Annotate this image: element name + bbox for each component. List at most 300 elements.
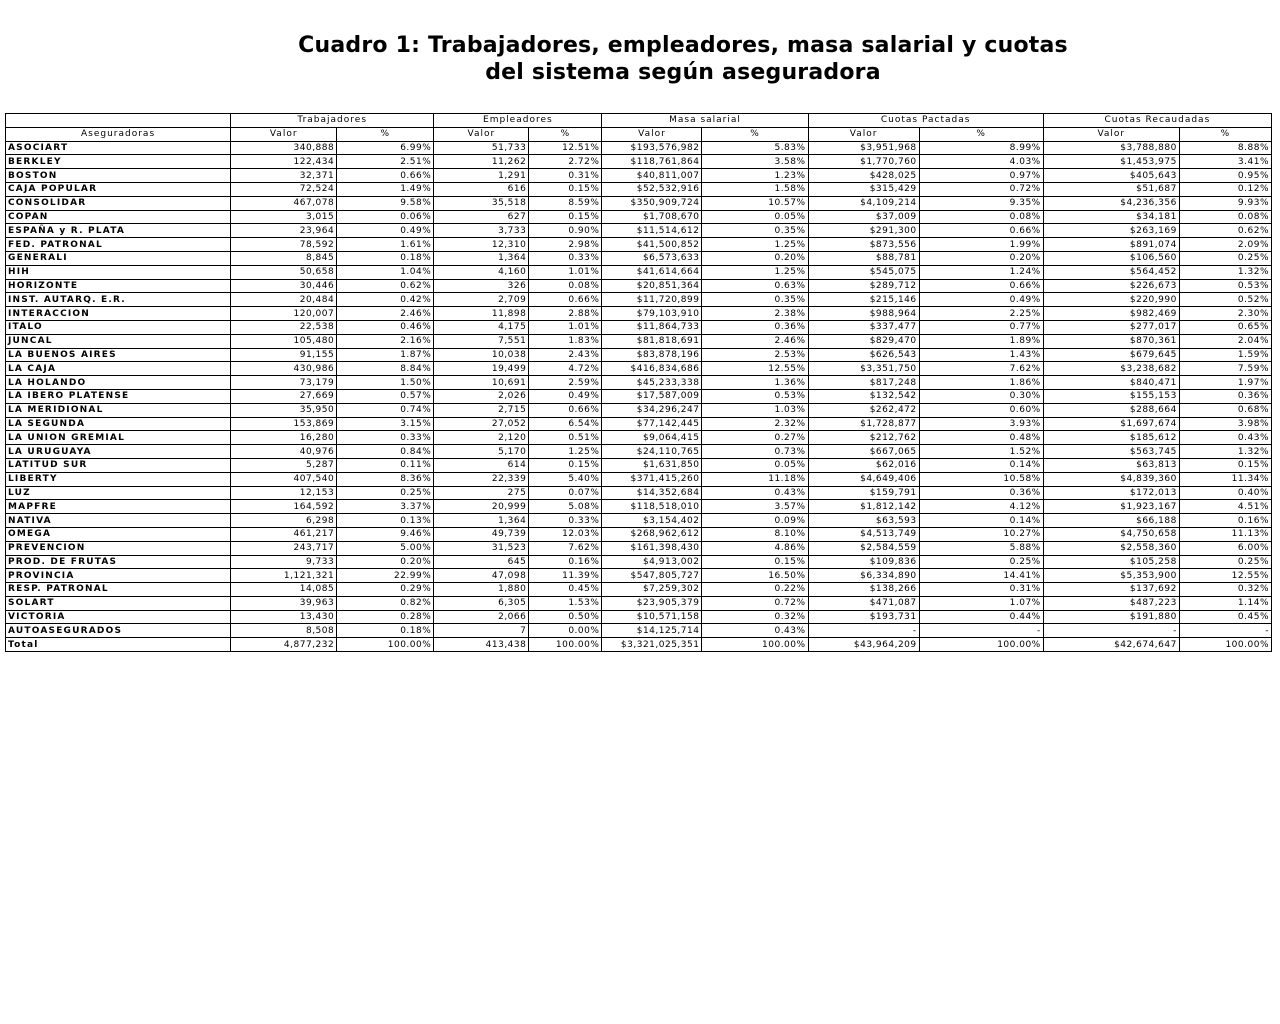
value-cell: 3,733 [434,224,529,238]
value-cell: 40,976 [231,445,337,459]
pct-cell: 1.23% [702,169,808,183]
value-cell: $350,909,724 [602,196,702,210]
pct-cell: 0.72% [702,596,808,610]
pct-cell: 0.30% [919,389,1043,403]
pct-cell: 2.59% [529,376,602,390]
aseguradora-name: ITALO [6,320,231,334]
value-cell: $3,154,402 [602,514,702,528]
value-cell: $1,923,167 [1043,500,1179,514]
pct-cell: 100.00% [919,638,1043,652]
pct-cell: 4.51% [1179,500,1271,514]
pct-cell: 0.50% [529,610,602,624]
value-cell: $193,576,982 [602,141,702,155]
pct-cell: 8.10% [702,527,808,541]
value-cell: $416,834,686 [602,362,702,376]
value-cell: $3,351,750 [808,362,919,376]
pct-cell: 1.01% [529,265,602,279]
value-cell: 31,523 [434,541,529,555]
aseguradora-name: BERKLEY [6,155,231,169]
value-cell: 645 [434,555,529,569]
pct-cell: 2.98% [529,238,602,252]
pct-cell: 0.14% [919,458,1043,472]
pct-cell: 0.11% [337,458,434,472]
pct-cell: 22.99% [337,569,434,583]
pct-cell: 0.07% [529,486,602,500]
pct-cell: 8.88% [1179,141,1271,155]
value-cell: $891,074 [1043,238,1179,252]
value-cell: 20,484 [231,293,337,307]
value-cell: $4,750,658 [1043,527,1179,541]
value-cell: 105,480 [231,334,337,348]
pct-cell: 5.00% [337,541,434,555]
pct-cell: 16.50% [702,569,808,583]
pct-cell: 0.15% [1179,458,1271,472]
value-cell: $41,614,664 [602,265,702,279]
value-cell: $88,781 [808,251,919,265]
value-cell: 6,305 [434,596,529,610]
value-cell: 35,950 [231,403,337,417]
value-cell: $161,398,430 [602,541,702,555]
value-cell: $79,103,910 [602,307,702,321]
pct-cell: 0.31% [529,169,602,183]
value-cell: $132,542 [808,389,919,403]
pct-cell: 9.93% [1179,196,1271,210]
value-cell: 4,160 [434,265,529,279]
aseguradora-name: LA SEGUNDA [6,417,231,431]
value-cell: $873,556 [808,238,919,252]
value-cell: 6,298 [231,514,337,528]
pct-cell: 1.53% [529,596,602,610]
table-row [6,431,1272,445]
pct-cell: 5.08% [529,500,602,514]
pct-cell: 0.74% [337,403,434,417]
value-cell: $7,259,302 [602,583,702,597]
pct-cell: 3.57% [702,500,808,514]
value-cell: 30,446 [231,279,337,293]
value-cell: 275 [434,486,529,500]
value-cell: $263,169 [1043,224,1179,238]
value-cell: $405,643 [1043,169,1179,183]
pct-cell: 0.36% [702,320,808,334]
aseguradora-name: COPAN [6,210,231,224]
pct-cell: 0.44% [919,610,1043,624]
value-cell: $545,075 [808,265,919,279]
header-pct: % [337,127,434,141]
pct-cell: 0.43% [702,486,808,500]
value-cell: 340,888 [231,141,337,155]
pct-cell: 0.20% [919,251,1043,265]
aseguradora-name: MAPFRE [6,500,231,514]
value-cell: $268,962,612 [602,527,702,541]
pct-cell: 0.15% [529,458,602,472]
pct-cell: 2.38% [702,307,808,321]
pct-cell: 8.84% [337,362,434,376]
pct-cell: 0.63% [702,279,808,293]
pct-cell: 0.66% [529,403,602,417]
pct-cell: 0.46% [337,320,434,334]
pct-cell: 0.32% [1179,583,1271,597]
value-cell: $4,649,406 [808,472,919,486]
value-cell: $371,415,260 [602,472,702,486]
table-row [6,486,1272,500]
aseguradora-name: PROD. DE FRUTAS [6,555,231,569]
table-row [6,417,1272,431]
header-valor: Valor [602,127,702,141]
table-row [6,293,1272,307]
table-row [6,224,1272,238]
header-pct: % [529,127,602,141]
pct-cell: 1.50% [337,376,434,390]
value-cell: $870,361 [1043,334,1179,348]
pct-cell: 0.53% [1179,279,1271,293]
value-cell: 27,052 [434,417,529,431]
value-cell: $277,017 [1043,320,1179,334]
value-cell: $105,258 [1043,555,1179,569]
value-cell: $20,851,364 [602,279,702,293]
value-cell: 243,717 [231,541,337,555]
value-cell: 164,592 [231,500,337,514]
value-cell: $3,238,682 [1043,362,1179,376]
title-line-2: del sistema según aseguradora [485,60,881,85]
value-cell: - [1043,624,1179,638]
table-row [6,155,1272,169]
pct-cell: 5.88% [919,541,1043,555]
pct-cell: 1.49% [337,182,434,196]
pct-cell: 1.86% [919,376,1043,390]
table-row [6,569,1272,583]
value-cell: $5,353,900 [1043,569,1179,583]
pct-cell: 12.55% [1179,569,1271,583]
value-cell: 20,999 [434,500,529,514]
pct-cell: 0.40% [1179,486,1271,500]
value-cell: $62,016 [808,458,919,472]
table-row [6,196,1272,210]
pct-cell: 1.25% [702,238,808,252]
value-cell: $2,584,559 [808,541,919,555]
pct-cell: 0.05% [702,458,808,472]
value-cell: 3,015 [231,210,337,224]
value-cell: $14,125,714 [602,624,702,638]
pct-cell: 0.08% [529,279,602,293]
value-cell: $4,913,002 [602,555,702,569]
pct-cell: 1.03% [702,403,808,417]
pct-cell: 0.72% [919,182,1043,196]
value-cell: 2,026 [434,389,529,403]
pct-cell: 0.16% [1179,514,1271,528]
pct-cell: 0.15% [702,555,808,569]
table-row [6,596,1272,610]
pct-cell: 1.52% [919,445,1043,459]
pct-cell: 100.00% [337,638,434,652]
pct-cell: - [1179,624,1271,638]
aseguradora-name: INST. AUTARQ. E.R. [6,293,231,307]
value-cell: $172,013 [1043,486,1179,500]
table-row [6,348,1272,362]
value-cell: $137,692 [1043,583,1179,597]
value-cell: 13,430 [231,610,337,624]
value-cell: $626,543 [808,348,919,362]
pct-cell: 2.04% [1179,334,1271,348]
value-cell: $118,761,864 [602,155,702,169]
pct-cell: 2.43% [529,348,602,362]
pct-cell: 3.41% [1179,155,1271,169]
pct-cell: 0.29% [337,583,434,597]
pct-cell: 1.99% [919,238,1043,252]
pct-cell: 0.66% [529,293,602,307]
pct-cell: 0.35% [702,224,808,238]
aseguradora-name: LA MERIDIONAL [6,403,231,417]
header-pct: % [1179,127,1271,141]
pct-cell: 10.27% [919,527,1043,541]
value-cell: $159,791 [808,486,919,500]
value-cell: $6,334,890 [808,569,919,583]
aseguradora-name: ASOCIART [6,141,231,155]
header-blank [6,114,231,128]
pct-cell: 0.08% [1179,210,1271,224]
pct-cell: 0.49% [337,224,434,238]
pct-cell: 0.25% [1179,555,1271,569]
pct-cell: 0.65% [1179,320,1271,334]
aseguradora-name: JUNCAL [6,334,231,348]
value-cell: 616 [434,182,529,196]
value-cell: $547,805,727 [602,569,702,583]
value-cell: $118,518,010 [602,500,702,514]
value-cell: $138,266 [808,583,919,597]
aseguradora-name: VICTORIA [6,610,231,624]
page-title [0,32,1280,86]
value-cell: 78,592 [231,238,337,252]
table-body [6,141,1272,651]
header-empleadores: Empleadores [434,114,602,128]
value-cell: 39,963 [231,596,337,610]
pct-cell: 0.36% [919,486,1043,500]
value-cell: $982,469 [1043,307,1179,321]
pct-cell: 12.55% [702,362,808,376]
aseguradora-name: LA IBERO PLATENSE [6,389,231,403]
value-cell: $41,500,852 [602,238,702,252]
table-row [6,610,1272,624]
value-cell: $1,728,877 [808,417,919,431]
pct-cell: 11.18% [702,472,808,486]
pct-cell: 100.00% [702,638,808,652]
table-row [6,362,1272,376]
value-cell: $226,673 [1043,279,1179,293]
value-cell: $679,645 [1043,348,1179,362]
pct-cell: 1.25% [529,445,602,459]
pct-cell: 2.46% [702,334,808,348]
value-cell: $24,110,765 [602,445,702,459]
pct-cell: 0.84% [337,445,434,459]
pct-cell: 0.20% [337,555,434,569]
value-cell: 627 [434,210,529,224]
value-cell: 8,845 [231,251,337,265]
pct-cell: 2.72% [529,155,602,169]
value-cell: 50,658 [231,265,337,279]
aseguradora-name: CONSOLIDAR [6,196,231,210]
aseguradora-name: RESP. PATRONAL [6,583,231,597]
pct-cell: 0.25% [1179,251,1271,265]
value-cell: $23,905,379 [602,596,702,610]
value-cell: $109,836 [808,555,919,569]
value-cell: 7 [434,624,529,638]
value-cell: $45,233,338 [602,376,702,390]
pct-cell: 11.34% [1179,472,1271,486]
pct-cell: 0.43% [1179,431,1271,445]
header-trabajadores: Trabajadores [231,114,434,128]
value-cell: $81,818,691 [602,334,702,348]
value-cell: 49,739 [434,527,529,541]
pct-cell: 0.27% [702,431,808,445]
value-cell: $4,236,356 [1043,196,1179,210]
pct-cell: 0.42% [337,293,434,307]
aseguradora-name: LUZ [6,486,231,500]
value-cell: 326 [434,279,529,293]
pct-cell: 0.22% [702,583,808,597]
value-cell: 9,733 [231,555,337,569]
value-cell: $4,109,214 [808,196,919,210]
value-cell: 10,038 [434,348,529,362]
pct-cell: 0.33% [337,431,434,445]
pct-cell: 8.99% [919,141,1043,155]
value-cell: $3,321,025,351 [602,638,702,652]
value-cell: $291,300 [808,224,919,238]
pct-cell: 1.58% [702,182,808,196]
header-valor: Valor [231,127,337,141]
table-row [6,307,1272,321]
value-cell: $564,452 [1043,265,1179,279]
pct-cell: 1.97% [1179,376,1271,390]
pct-cell: 4.12% [919,500,1043,514]
value-cell: $315,429 [808,182,919,196]
aseguradora-name: ESPAÑA y R. PLATA [6,224,231,238]
pct-cell: 12.03% [529,527,602,541]
pct-cell: 0.68% [1179,403,1271,417]
pct-cell: 0.15% [529,210,602,224]
pct-cell: 6.54% [529,417,602,431]
value-cell: $1,631,850 [602,458,702,472]
value-cell: 11,262 [434,155,529,169]
value-cell: $1,812,142 [808,500,919,514]
table-row [6,376,1272,390]
value-cell: $262,472 [808,403,919,417]
pct-cell: 1.89% [919,334,1043,348]
value-cell: 4,175 [434,320,529,334]
header-valor: Valor [434,127,529,141]
pct-cell: 1.32% [1179,265,1271,279]
header-aseguradoras: Aseguradoras [6,127,231,141]
header-valor: Valor [1043,127,1179,141]
pct-cell: 4.72% [529,362,602,376]
pct-cell: 8.36% [337,472,434,486]
table-row [6,210,1272,224]
value-cell: 7,551 [434,334,529,348]
aseguradora-name: LA UNION GREMIAL [6,431,231,445]
pct-cell: 0.97% [919,169,1043,183]
pct-cell: 7.62% [919,362,1043,376]
value-cell: $487,223 [1043,596,1179,610]
value-cell: 1,364 [434,251,529,265]
value-cell: $11,720,899 [602,293,702,307]
value-cell: 16,280 [231,431,337,445]
header-pct: % [919,127,1043,141]
value-cell: 430,986 [231,362,337,376]
pct-cell: 2.53% [702,348,808,362]
value-cell: 1,121,321 [231,569,337,583]
value-cell: $34,181 [1043,210,1179,224]
value-cell: 10,691 [434,376,529,390]
pct-cell: 0.14% [919,514,1043,528]
value-cell: 407,540 [231,472,337,486]
pct-cell: 1.36% [702,376,808,390]
aseguradora-name: INTERACCION [6,307,231,321]
value-cell: 91,155 [231,348,337,362]
pct-cell: 9.35% [919,196,1043,210]
pct-cell: 0.33% [529,514,602,528]
pct-cell: 2.88% [529,307,602,321]
table-row [6,583,1272,597]
pct-cell: 0.28% [337,610,434,624]
value-cell: $817,248 [808,376,919,390]
value-cell: $193,731 [808,610,919,624]
value-cell: $829,470 [808,334,919,348]
pct-cell: 6.99% [337,141,434,155]
value-cell: $63,593 [808,514,919,528]
pct-cell: 1.32% [1179,445,1271,459]
value-cell: $667,065 [808,445,919,459]
pct-cell: 0.62% [337,279,434,293]
aseguradora-name: PROVINCIA [6,569,231,583]
pct-cell: 100.00% [529,638,602,652]
pct-cell: 0.43% [702,624,808,638]
aseguradora-name: LA HOLANDO [6,376,231,390]
value-cell: 12,310 [434,238,529,252]
pct-cell: 0.20% [702,251,808,265]
pct-cell: 5.83% [702,141,808,155]
value-cell: 19,499 [434,362,529,376]
table-row [6,251,1272,265]
pct-cell: 1.87% [337,348,434,362]
pct-cell: 1.07% [919,596,1043,610]
value-cell: $52,532,916 [602,182,702,196]
aseguradora-name: GENERALI [6,251,231,265]
value-cell: $191,880 [1043,610,1179,624]
value-cell: 35,518 [434,196,529,210]
pct-cell: 0.08% [919,210,1043,224]
header-valor: Valor [808,127,919,141]
table-row [6,555,1272,569]
pct-cell: 0.45% [1179,610,1271,624]
value-cell: $4,839,360 [1043,472,1179,486]
value-cell: $4,513,749 [808,527,919,541]
value-cell: $14,352,684 [602,486,702,500]
pct-cell: 11.39% [529,569,602,583]
value-cell: 614 [434,458,529,472]
value-cell: 72,524 [231,182,337,196]
aseguradora-name: FED. PATRONAL [6,238,231,252]
pct-cell: 0.48% [919,431,1043,445]
pct-cell: 0.60% [919,403,1043,417]
pct-cell: 10.57% [702,196,808,210]
pct-cell: 0.73% [702,445,808,459]
value-cell: 2,066 [434,610,529,624]
value-cell: $11,864,733 [602,320,702,334]
value-cell: $471,087 [808,596,919,610]
value-cell: $337,477 [808,320,919,334]
value-cell: 27,669 [231,389,337,403]
pct-cell: 0.66% [337,169,434,183]
header-pct: % [702,127,808,141]
pct-cell: 0.33% [529,251,602,265]
